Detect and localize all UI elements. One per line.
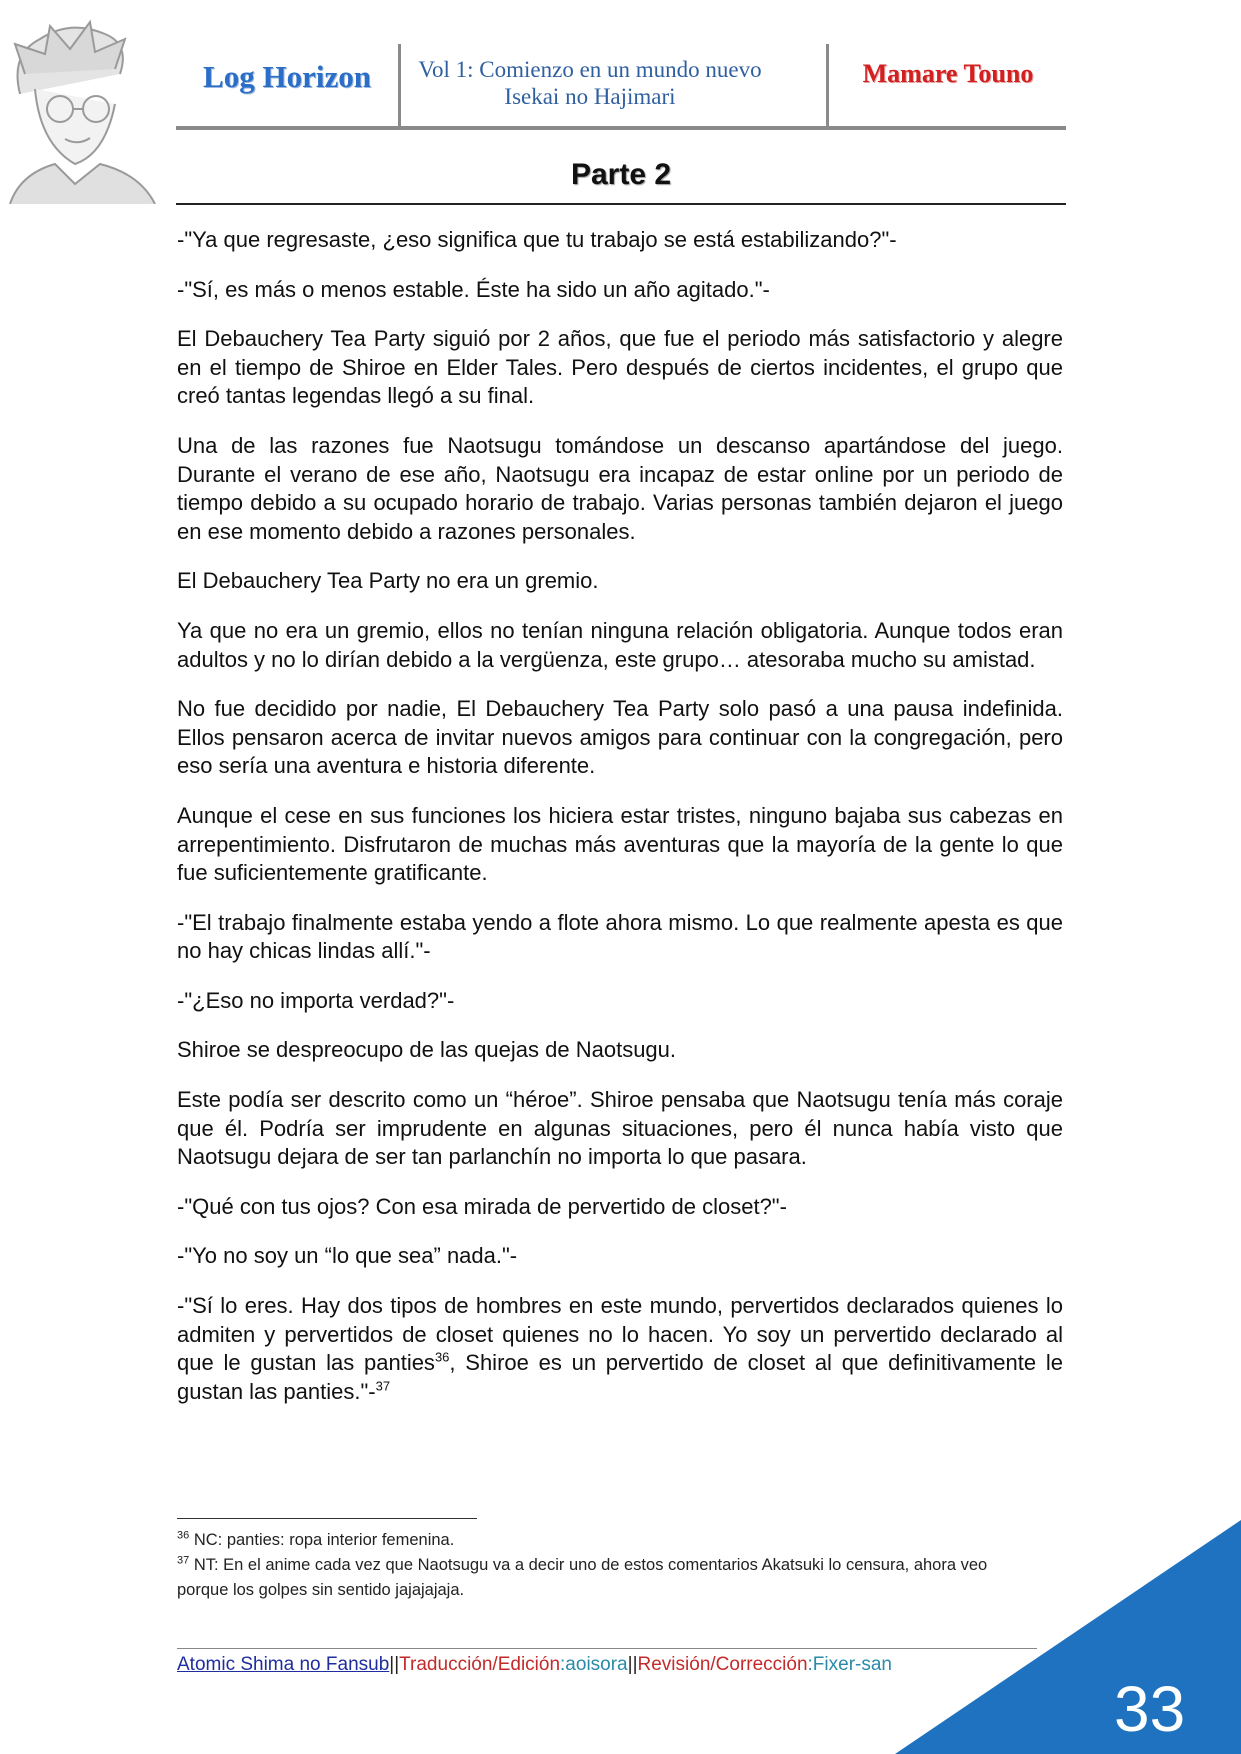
volume-title-line2: Isekai no Hajimari [504,84,676,109]
volume-title-line1: Vol 1: Comienzo en un mundo nuevo [418,57,762,82]
footnote-ref[interactable]: 36 [434,1349,450,1365]
paragraph: -"Ya que regresaste, ¿eso significa que tu trabajo se está estabilizando?"- [177,227,897,252]
series-title-cell [176,42,398,126]
corner-triangle [895,1520,1241,1754]
paragraph-part: -"Sí lo eres. Hay dos tipos de hombres en este mundo, pervertidos declarados quienes lo admiten y pervertidos de closet quienes no lo hacen. Yo soy un pervertido declarado al que le gustan las panties [177,1293,1063,1376]
fansub-link[interactable]: Atomic Shima no Fansub [177,1654,390,1675]
footnote-separator [177,1518,477,1519]
paragraph: Una de las razones fue Naotsugu tomándose un descanso apartándose del juego. Durante el verano de ese año, Naotsugu era incapaz de estar online por un periodo de tiempo debido a su ocupado horario de trabajo. Varias personas también dejaron el juego en ese momento debido a razones personales. [177,432,1063,544]
revision-label: Revisión/Corrección [637,1654,808,1675]
separator: || [627,1654,638,1675]
paragraph: No fue decidido por nadie, El Debauchery Tea Party solo pasó a una pausa indefinida. Ellos pensaron acerca de invitar nuevos amigos para continuar con la congregación, pero eso sería una aventura e historia diferente. [177,696,1063,779]
corner-triangle-shape [895,1520,1241,1754]
paragraph: -"¿Eso no importa verdad?"- [177,987,455,1013]
paragraph: -"Sí, es más o menos estable. Éste ha sido un año agitado."- [177,276,770,302]
author-name: Mamare Touno [862,59,1034,88]
reviser-name: :Fixer-san [807,1654,892,1675]
section-title: Parte 2 [570,158,672,191]
header-rule [176,126,1066,130]
paragraph: Aunque el cese en sus funciones los hiciera estar tristes, ninguno bajaba sus cabezas en arrepentimiento. Disfrutaron de muchas más aventuras que la mayoría de la gente lo que fue suficientemente gratificante. [177,802,1063,886]
paragraph: -"Yo no soy un “lo que sea” nada."- [177,1243,518,1269]
separator: || [389,1654,400,1675]
volume-title-cell [400,42,780,126]
paragraph: El Debauchery Tea Party siguió por 2 años, que fue el periodo más satisfactorio y alegre en el tiempo de Shiroe en Elder Tales. Pero después de ciertos incidentes, el grupo que creó tantas legendas llegó a su final. [177,326,1063,409]
author-cell [828,42,1068,126]
translation-label: Traducción/Edición [399,1654,561,1675]
section-title-rule [176,203,1066,205]
paragraph: -"Qué con tus ojos? Con esa mirada de pervertido de closet?"- [177,1193,787,1219]
series-title: Log Horizon [203,59,371,94]
translator-name: :aoisora [560,1654,628,1675]
character-illustration [0,14,160,204]
footnote-text: NT: En el anime cada vez que Naotsugu va a decir uno de estos comentarios Akatsuki lo censura, ahora veo porque los golpes sin sentido jajajajaja. [177,1556,988,1599]
page-number: 33 [1114,1673,1186,1745]
paragraph: Este podía ser descrito como un “héroe”. Shiroe pensaba que Naotsugu tenía más coraje que él. Podría ser imprudente en algunas situaciones, pero él nunca había visto que Naotsugu dejara de ser tan parlanchín no importa lo que pasara. [177,1087,1063,1170]
credits-line [177,1654,892,1676]
footnote-ref[interactable]: 37 [375,1378,391,1394]
paragraph: El Debauchery Tea Party no era un gremio. [177,568,599,594]
paragraph: Shiroe se despreocupo de las quejas de Naotsugu. [177,1037,677,1063]
page-header [176,42,1066,128]
footnote-number: 36 [177,1529,190,1542]
paragraph: -"El trabajo finalmente estaba yendo a flote ahora mismo. Lo que realmente apesta es que no hay chicas lindas allí."- [177,909,1063,964]
paragraph-part: , Shiroe es un pervertido de closet al que definitivamente le gustan las panties."- [177,1350,1063,1404]
paragraph: Ya que no era un gremio, ellos no tenían ninguna relación obligatoria. Aunque todos eran adultos y no lo dirían debido a la vergüenza, este grupo… atesoraba mucho su amistad. [177,617,1063,672]
paragraph-with-footnotes [177,1292,1063,1406]
footnote-number: 37 [177,1554,190,1567]
footnote-text: NC: panties: ropa interior femenina. [189,1531,455,1549]
body-text [177,226,1063,1427]
